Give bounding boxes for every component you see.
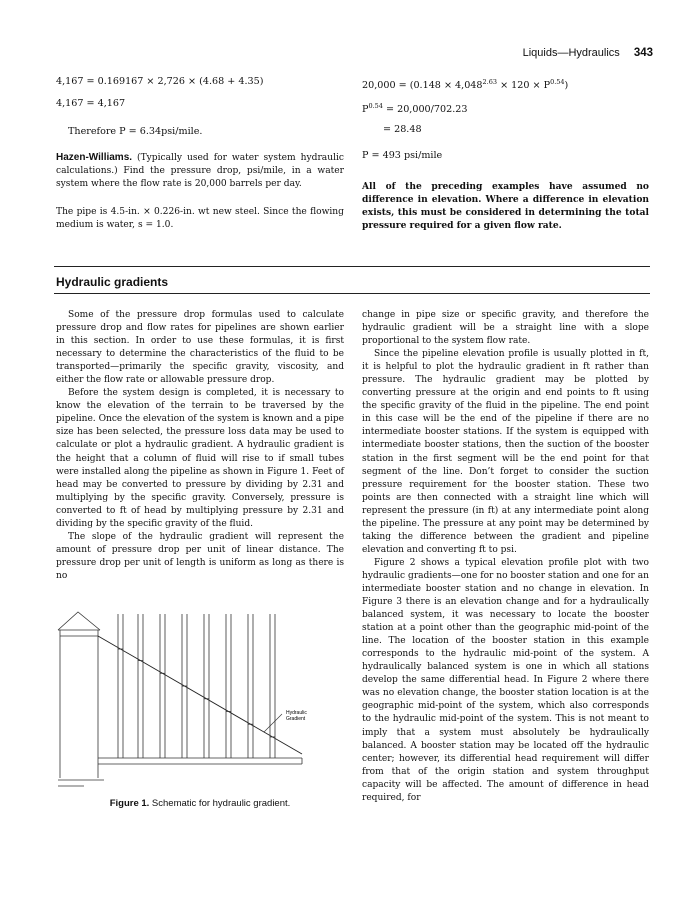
figure-caption-number: Figure 1. (109, 798, 150, 809)
gradient-label-2: Gradient (286, 716, 306, 722)
hydraulic-gradient-figure (56, 606, 346, 792)
page-number: 343 (633, 47, 653, 59)
right-paragraph-2: Since the pipeline elevation profile is usually plotted in ft, it is helpful to plot the hydraulic gradient in ft rather than pressure. The hydraulic gradient may be plotted by converting pressure at the origin and end points to ft using the specific gravity of the fluid in the pipeline. The end point in this case will be the end of the pipeline if there are no intermediate booster stations. If the system is equipped with intermediate booster stations, then the suction of the booster station in the first segment will be the end point for that segment of the line. Don’t forget to consider the suction pressure requirement for the booster station. These two points are then connected with a straight line which will represent the pressure (in ft) at any intermediate point along the pipeline. The pressure at any point may be determined by taking the difference between the gradient and pipeline elevation and converting ft to psi. (362, 349, 649, 555)
figure-caption (55, 798, 345, 809)
left-paragraph-1: Some of the pressure drop formulas used to calculate pressure drop and flow rates for pipelines are shown earlier in this section. In order to use these formulas, it is first necessary to determine the characteristics of the fluid to be transported—primarily the specific gravity, viscosity, and either the flow rate or allowable pressure drop. (56, 310, 344, 386)
equation-4-b: = 20,000/702.23 (382, 104, 468, 115)
equation-3-exp2: 0.54 (550, 78, 565, 86)
equation-3-b: × 120 × P (497, 80, 551, 91)
running-header (523, 47, 653, 59)
equation-3-exp1: 2.63 (482, 78, 498, 86)
equation-6: P = 493 psi/mile (362, 150, 443, 161)
equation-3-a: 20,000 = (0.148 × 4,048 (362, 80, 483, 91)
equation-4-a: P (362, 104, 369, 115)
pipe-paragraph: The pipe is 4.5-in. × 0.226-in. wt new steel. Since the flowing medium is water, s = 1.0. (56, 207, 344, 230)
equation-4 (362, 104, 467, 116)
left-paragraph-3: The slope of the hydraulic gradient will represent the amount of pressure drop per unit of linear distance. The pressure drop per unit of length is uniform as long as there is no (56, 531, 344, 581)
equation-5: = 28.48 (383, 124, 422, 135)
figure-caption-text: Schematic for hydraulic gradient. (149, 798, 291, 809)
equation-3-c: ) (564, 80, 569, 91)
running-title: Liquids—Hydraulics (522, 47, 620, 59)
equation-1: 4,167 = 0.169167 × 2,726 × (4.68 + 4.35) (56, 76, 264, 87)
equation-3 (362, 80, 568, 92)
section-title: Hydraulic gradients (56, 275, 169, 289)
hazen-williams-text: (Typically used for water system hydraulic calculations.) Find the pressure drop, psi/mile, in a water system where the flow rate is 20,000 barrels per day. (56, 153, 344, 189)
tank-roof (58, 612, 100, 630)
therefore-result: Therefore P = 6.34psi/mile. (68, 126, 203, 137)
right-column (362, 309, 649, 805)
right-paragraph-3: Figure 2 shows a typical elevation profile plot with two hydraulic gradients—one for no booster station and one for an intermediate booster station and no change in elevation. In Figure 3 there is an elevation change and for a hydraulically balanced system, it was necessary to locate the booster station at a point other than the geographic mid-point of the line. The location of the booster station in this example corresponds to the hydraulic mid-point of the system. A hydraulically balanced system is one in which all stations develop the same differential head. In Figure 2 where there was no elevation change, the booster station location is at the geographic mid-point of the system, which also corresponds to the hydraulic mid-point of the system. This is not meant to imply that a system must absolutely be hydraulically balanced. A booster station may be located off the hydraulic center; however, its differential head requirement will differ from that of the origin station and system throughput capacity will be affected. The amount of difference in head required, for (362, 557, 649, 803)
gradient-label-1: Hydraulic (286, 710, 307, 716)
gradient-pointer (264, 714, 282, 732)
gradient-line (98, 636, 302, 754)
section-rule-top (54, 266, 650, 267)
elevation-note: All of the preceding examples have assumed no difference in elevation. Where a difference in elevation exists, this must be considered in determining the total pressure required for a given flow rate. (362, 181, 649, 231)
hazen-williams-paragraph (56, 152, 344, 191)
left-paragraph-2: Before the system design is completed, it is necessary to know the elevation of the terrain to be traversed by the pipeline. Once the elevation of the system is known and a pipe size has been selected, the pressure loss data may be used to calculate or plot a hydraulic gradient. A hydraulic gradient is the height that a column of fluid will rise to if small tubes were installed along the pipeline as shown in Figure 1. Feet of head may be converted to pressure by dividing by 2.31 and multiplying by the specific gravity. Conversely, pressure is converted to ft of head by multiplying pressure by 2.31 and dividing by the specific gravity of the fluid. (56, 388, 344, 529)
equation-2: 4,167 = 4,167 (56, 98, 126, 109)
equation-4-exp: 0.54 (368, 102, 383, 110)
section-rule-bottom (54, 293, 650, 294)
right-paragraph-1: change in pipe size or specific gravity, and therefore the hydraulic gradient will be a straight line with a slope proportional to the system flow rate. (362, 310, 649, 347)
left-column (56, 309, 344, 583)
hazen-williams-lead: Hazen-Williams. (56, 152, 133, 163)
